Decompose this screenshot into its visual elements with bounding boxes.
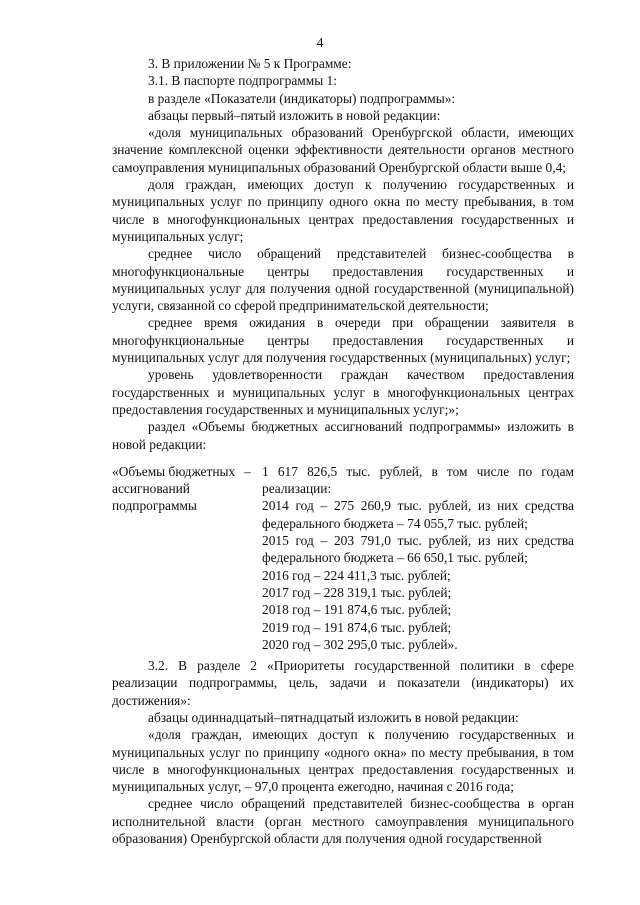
paragraph: 3.2. В разделе 2 «Приоритеты государственной политики в сфере реализации подпрограммы, цель, задачи и показатели (индикаторы) их достижения»:	[112, 658, 574, 708]
budget-year: 2016 год – 224 411,3 тыс. рублей;	[262, 567, 451, 583]
paragraph: абзацы первый–пятый изложить в новой редакции:	[148, 107, 441, 123]
budget-year: 2017 год – 228 319,1 тыс. рублей;	[262, 584, 452, 600]
budget-table-values	[262, 463, 574, 653]
document-body	[112, 55, 574, 847]
paragraph: среднее число обращений представителей бизнес-сообщества в многофункциональные центры предоставления государственных и муниципальных услуг для получения одной государственной (муниципальной) услуги, связанной со сферой предпринимательской деятельности;	[112, 246, 574, 314]
paragraph: «доля муниципальных образований Оренбургской области, имеющих значение комплексной оценки эффективности деятельности органов местного самоуправления муниципальных образований Оренбургской области выше 0,4;	[112, 125, 574, 175]
paragraph: раздел «Объемы бюджетных ассигнований подпрограммы» изложить в новой редакции:	[112, 419, 574, 452]
budget-label-line: «Объемы бюджетных	[112, 463, 236, 479]
page-number: 4	[316, 36, 324, 51]
budget-year: 2014 год – 275 260,9 тыс. рублей, из них средства федерального бюджета – 74 055,7 тыс. рублей;	[262, 498, 574, 531]
budget-year: 2018 год – 191 874,6 тыс. рублей;	[262, 602, 452, 618]
paragraph: в разделе «Показатели (индикаторы) подпрограммы»:	[148, 90, 456, 106]
budget-year: 2020 год – 302 295,0 тыс. рублей».	[262, 636, 458, 652]
paragraph: 3. В приложении № 5 к Программе:	[148, 56, 352, 71]
paragraph: среднее число обращений представителей бизнес-сообщества в орган исполнительной власти (орган местного самоуправления муниципального образования) Оренбургской области для получения одной государственной	[112, 796, 574, 847]
paragraph: 3.1. В паспорте подпрограммы 1:	[148, 73, 337, 89]
paragraph: «доля граждан, имеющих доступ к получению государственных и муниципальных услуг по принципу «одного окна» по месту пребывания, в том числе в многофункциональных центрах предоставления государственных и муниципальных услуг, – 97,0 процента ежегодно, начиная с 2016 года;	[112, 727, 574, 795]
budget-year: 2019 год – 191 874,6 тыс. рублей;	[262, 619, 452, 635]
budget-table-label	[112, 463, 244, 653]
budget-total: 1 617 826,5 тыс. рублей, в том числе по годам реализации:	[262, 463, 574, 497]
budget-table-dash: –	[244, 463, 251, 479]
budget-label-line: подпрограммы	[112, 498, 197, 514]
paragraph: доля граждан, имеющих доступ к получению государственных и муниципальных услуг по принципу одного окна по месту пребывания, в том числе в многофункциональных центрах предоставления государственных и муниципальных услуг;	[112, 177, 574, 244]
budget-label-line: ассигнований	[112, 481, 190, 497]
budget-year: 2015 год – 203 791,0 тыс. рублей, из них средства федерального бюджета – 66 650,1 тыс. рублей;	[262, 533, 574, 566]
paragraph: уровень удовлетворенности граждан качеством предоставления государственных и муниципальных услуг в многофункциональных центрах предоставления государственных и муниципальных услуг;»;	[112, 367, 574, 417]
paragraph: среднее время ожидания в очереди при обращении заявителя в многофункциональные центры предоставления государственных и муниципальных услуг для получения государственных (муниципальных) услуг;	[112, 315, 574, 366]
budget-table	[112, 463, 574, 653]
paragraph: абзацы одиннадцатый–пятнадцатый изложить в новой редакции:	[148, 709, 519, 725]
